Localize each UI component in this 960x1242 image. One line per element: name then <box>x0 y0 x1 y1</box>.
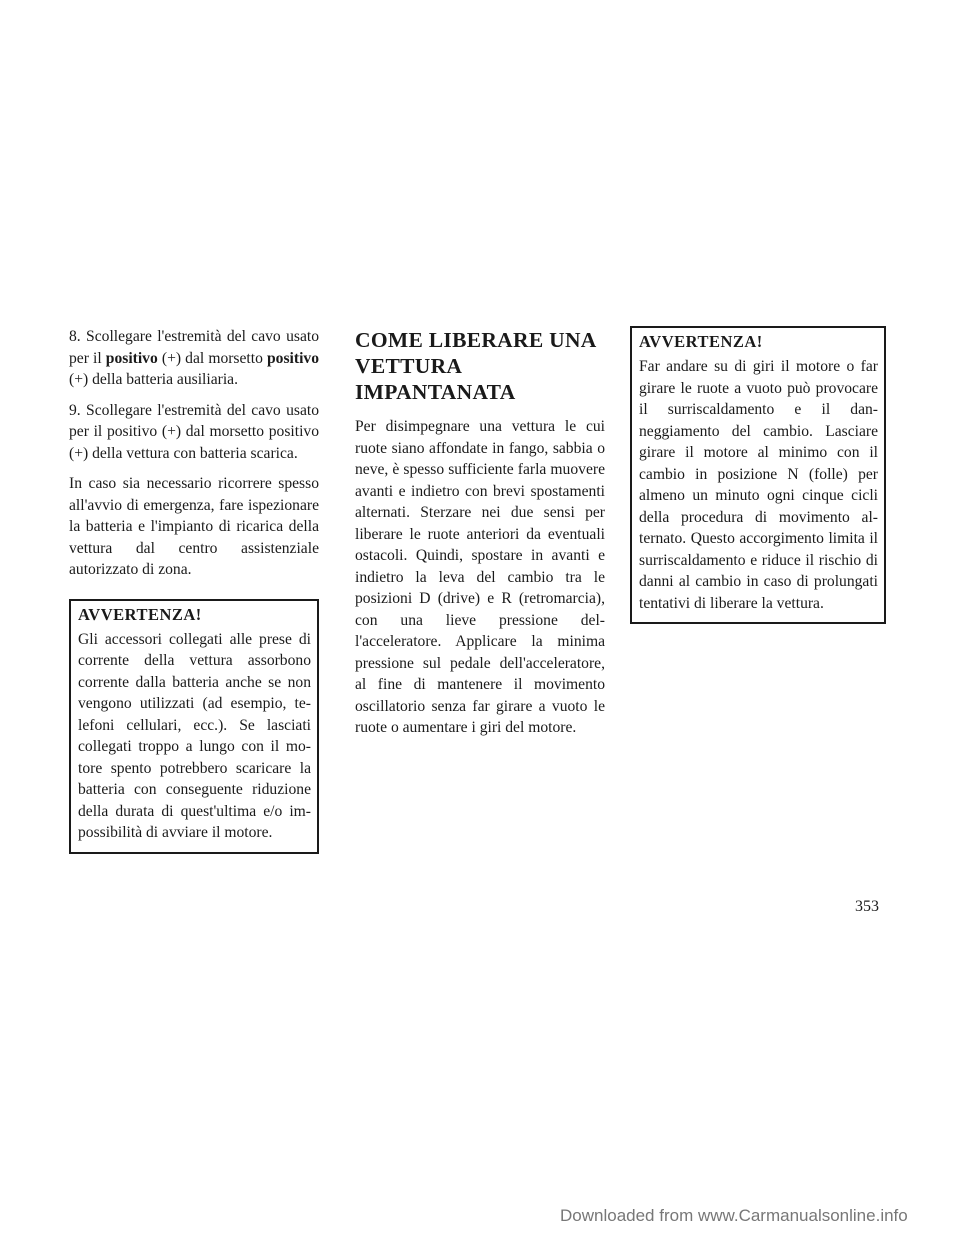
heading-line-2: VETTURA IMPANTANATA <box>355 354 516 404</box>
plus-symbol-2: (+) <box>69 444 89 462</box>
section-heading <box>355 327 605 405</box>
warning-box-transmission <box>630 326 886 624</box>
heading-line-1: COME LIBERARE UNA <box>355 328 597 352</box>
watermark-footer: Downloaded from www.Carmanualsonline.info <box>560 1206 908 1225</box>
page-number: 353 <box>855 898 879 915</box>
bold-positivo-1: positivo <box>105 349 158 367</box>
stuck-vehicle-paragraph: Per disimpegnare una vettura le cui ruote siano affondate in fango, sabbia o neve, è spesso sufficiente farla muovere avanti e indietro con brevi spostamenti alternati. Sterzare nei due sensi per liberare le ruote anteriori da eventuali ostacoli. Quindi, spostare in avanti e indietro la leva del cambio tra le posizioni D (drive) e R (retromarcia), con una lieve pressione dell'acceleratore. Applicare la minima pressione sul pedale dell'acceleratore, al fine di mantenere il movimento oscillatorio senza far girare a vuoto le ruote o aumentare i giri del motore. <box>355 418 605 736</box>
step-8-text: 8. Scollegare l'estremità del cavo usato per il <box>69 328 319 367</box>
step-9-paragraph <box>69 400 319 465</box>
left-column <box>69 326 319 854</box>
warning-title: AVVERTENZA! <box>639 332 763 351</box>
warning-text: Gli accessori collegati alle prese di corrente della vettura assorbono corrente dalla batteria anche se non vengono utilizzati (ad esempio, telefoni cellulari, ecc.). Se lasciati collegati troppo a lungo con il motore spento potrebbero scaricare la batteria con conseguente riduzione della durata di quest'ultima e/o impossibilità di avviare il motore. <box>78 630 311 841</box>
warning-box-accessories <box>69 599 319 854</box>
step-8-paragraph <box>69 326 319 391</box>
step-8-text-end: (+) della batteria ausiliaria. <box>69 371 238 388</box>
middle-column <box>355 326 605 748</box>
step-9-text: 9. Scollegare l'estremità del cavo usato per il positivo <box>69 401 319 440</box>
step-9-text-end: della vettura con batteria scarica. <box>88 444 298 462</box>
bold-positivo-2: positivo <box>267 349 319 367</box>
step-9-text-mid: dal morsetto positivo <box>181 423 319 440</box>
plus-symbol-1: (+) <box>161 423 182 440</box>
step-8-text-mid: (+) dal morsetto <box>157 349 267 367</box>
right-column <box>630 326 880 624</box>
warning-text: Far andare su di giri il motore o far girare le ruote a vuoto può provocare il surriscaldamento e il danneggiamento del cambio. Lasciare girare il motore al minimo con il cambio in posizione N (folle) per almeno un minuto ogni cinque cicli della procedura di movimento alternato. Questo accorgimento limita il surriscaldamento e riduce il rischio di danni al cambio in caso di prolungati tentativi di liberare la vettura. <box>639 358 878 612</box>
warning-title: AVVERTENZA! <box>78 604 202 624</box>
inspection-paragraph: In caso sia necessario ricorrere spesso all'avvio di emergenza, fare ispezionare la batteria e l'impianto di ricarica della vettura dal centro assistenziale autorizzato di zona. <box>69 475 319 578</box>
